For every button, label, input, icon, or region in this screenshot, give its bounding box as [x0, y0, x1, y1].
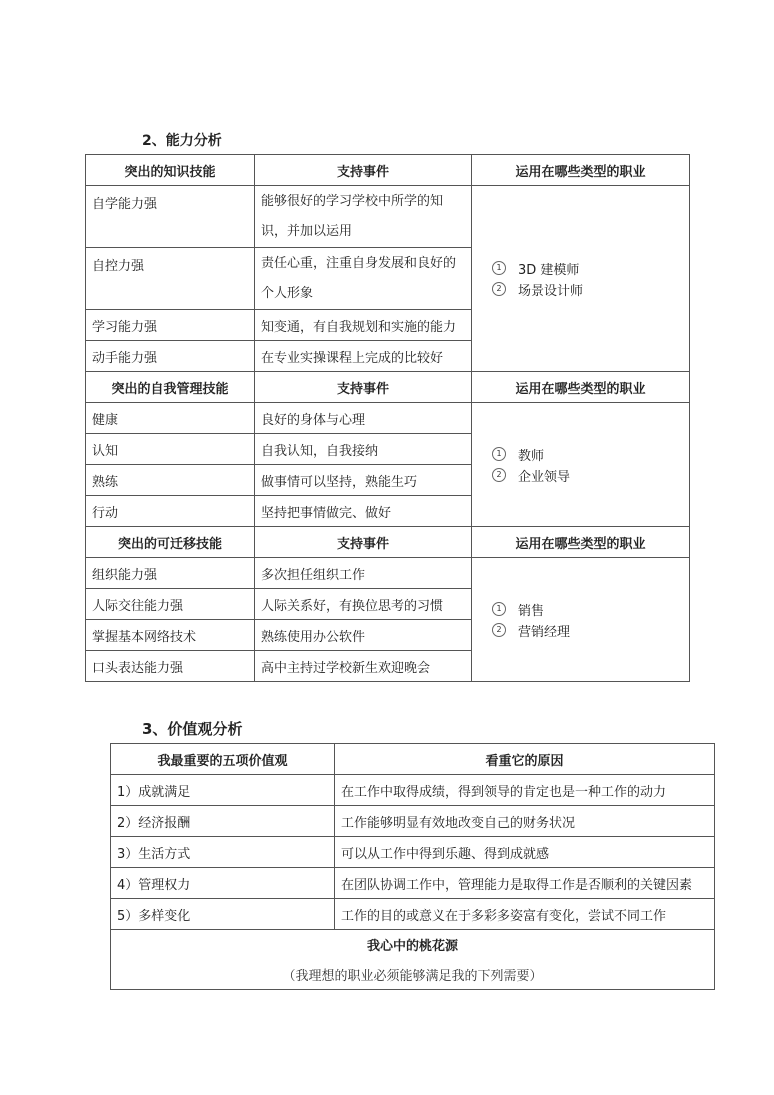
value-cell: 2）经济报酬 — [111, 806, 335, 837]
job-item — [492, 465, 683, 486]
jobs-cell — [472, 186, 690, 372]
event-cell: 做事情可以坚持，熟能生巧 — [255, 465, 472, 496]
jobs-cell — [472, 403, 690, 527]
header-support-events: 支持事件 — [255, 155, 472, 186]
job-label: 3D 建模师 — [518, 262, 580, 278]
job-item — [492, 620, 683, 641]
table-header-row — [86, 155, 690, 186]
skill-cell: 组织能力强 — [86, 558, 255, 589]
header-jobs: 运用在哪些类型的职业 — [472, 527, 690, 558]
skill-cell: 认知 — [86, 434, 255, 465]
skill-cell: 人际交往能力强 — [86, 589, 255, 620]
job-label: 场景设计师 — [518, 283, 584, 299]
table-row — [86, 558, 690, 589]
header-jobs: 运用在哪些类型的职业 — [472, 372, 690, 403]
circled-number-icon: 2 — [492, 623, 506, 637]
header-support-events: 支持事件 — [255, 527, 472, 558]
circled-number-icon: 1 — [492, 602, 506, 616]
value-cell: 3）生活方式 — [111, 837, 335, 868]
footer-title-row — [111, 930, 715, 960]
event-cell: 人际关系好，有换位思考的习惯 — [255, 589, 472, 620]
event-cell: 良好的身体与心理 — [255, 403, 472, 434]
event-cell: 自我认知，自我接纳 — [255, 434, 472, 465]
table-row — [86, 403, 690, 434]
section-3-heading: 3、价值观分析 — [142, 720, 243, 738]
job-item — [492, 279, 683, 300]
event-cell: 在专业实操课程上完成的比较好 — [255, 341, 472, 372]
table-row — [111, 806, 715, 837]
skill-cell: 口头表达能力强 — [86, 651, 255, 682]
circled-number-icon: 1 — [492, 261, 506, 275]
skill-cell: 自控力强 — [86, 248, 255, 310]
skill-cell: 自学能力强 — [86, 186, 255, 248]
value-cell: 5）多样变化 — [111, 899, 335, 930]
header-self-management-skills: 突出的自我管理技能 — [86, 372, 255, 403]
job-label: 销售 — [518, 603, 545, 619]
value-cell: 4）管理权力 — [111, 868, 335, 899]
table-header-row — [86, 527, 690, 558]
skill-cell: 掌握基本网络技术 — [86, 620, 255, 651]
skill-cell: 学习能力强 — [86, 310, 255, 341]
section-2-heading: 2、能力分析 — [142, 133, 222, 149]
reason-cell: 在团队协调工作中，管理能力是取得工作是否顺利的关键因素 — [335, 868, 715, 899]
table-header-row — [86, 372, 690, 403]
header-transferable-skills: 突出的可迁移技能 — [86, 527, 255, 558]
header-top-values: 我最重要的五项价值观 — [111, 744, 335, 775]
event-cell: 知变通，有自我规划和实施的能力 — [255, 310, 472, 341]
circled-number-icon: 2 — [492, 282, 506, 296]
job-item — [492, 599, 683, 620]
header-support-events: 支持事件 — [255, 372, 472, 403]
ideal-career-title: 我心中的桃花源 — [111, 930, 715, 960]
reason-cell: 可以从工作中得到乐趣、得到成就感 — [335, 837, 715, 868]
reason-cell: 在工作中取得成绩，得到领导的肯定也是一种工作的动力 — [335, 775, 715, 806]
job-label: 企业领导 — [518, 469, 571, 485]
value-cell: 1）成就满足 — [111, 775, 335, 806]
circled-number-icon: 2 — [492, 468, 506, 482]
reason-cell: 工作的目的或意义在于多彩多姿富有变化，尝试不同工作 — [335, 899, 715, 930]
table-row — [111, 899, 715, 930]
skill-cell: 健康 — [86, 403, 255, 434]
skill-cell: 熟练 — [86, 465, 255, 496]
table-header-row — [111, 744, 715, 775]
header-knowledge-skills: 突出的知识技能 — [86, 155, 255, 186]
event-cell: 坚持把事情做完、做好 — [255, 496, 472, 527]
skill-cell: 行动 — [86, 496, 255, 527]
event-cell: 熟练使用办公软件 — [255, 620, 472, 651]
table-row — [111, 868, 715, 899]
table-row — [111, 775, 715, 806]
ability-analysis-table — [85, 154, 690, 682]
event-cell: 高中主持过学校新生欢迎晚会 — [255, 651, 472, 682]
event-cell: 责任心重，注重自身发展和良好的个人形象 — [255, 248, 472, 310]
job-label: 教师 — [518, 448, 545, 464]
job-label: 营销经理 — [518, 624, 571, 640]
event-cell: 能够很好的学习学校中所学的知识，并加以运用 — [255, 186, 472, 248]
ideal-career-subtitle: （我理想的职业必须能够满足我的下列需要） — [111, 960, 715, 990]
job-item — [492, 258, 683, 279]
reason-cell: 工作能够明显有效地改变自己的财务状况 — [335, 806, 715, 837]
skill-cell: 动手能力强 — [86, 341, 255, 372]
values-analysis-table — [110, 743, 715, 990]
table-row — [111, 837, 715, 868]
header-jobs: 运用在哪些类型的职业 — [472, 155, 690, 186]
event-cell: 多次担任组织工作 — [255, 558, 472, 589]
footer-sub-row — [111, 960, 715, 990]
header-reasons: 看重它的原因 — [335, 744, 715, 775]
job-item — [492, 444, 683, 465]
table-row — [86, 186, 690, 248]
jobs-cell — [472, 558, 690, 682]
circled-number-icon: 1 — [492, 447, 506, 461]
